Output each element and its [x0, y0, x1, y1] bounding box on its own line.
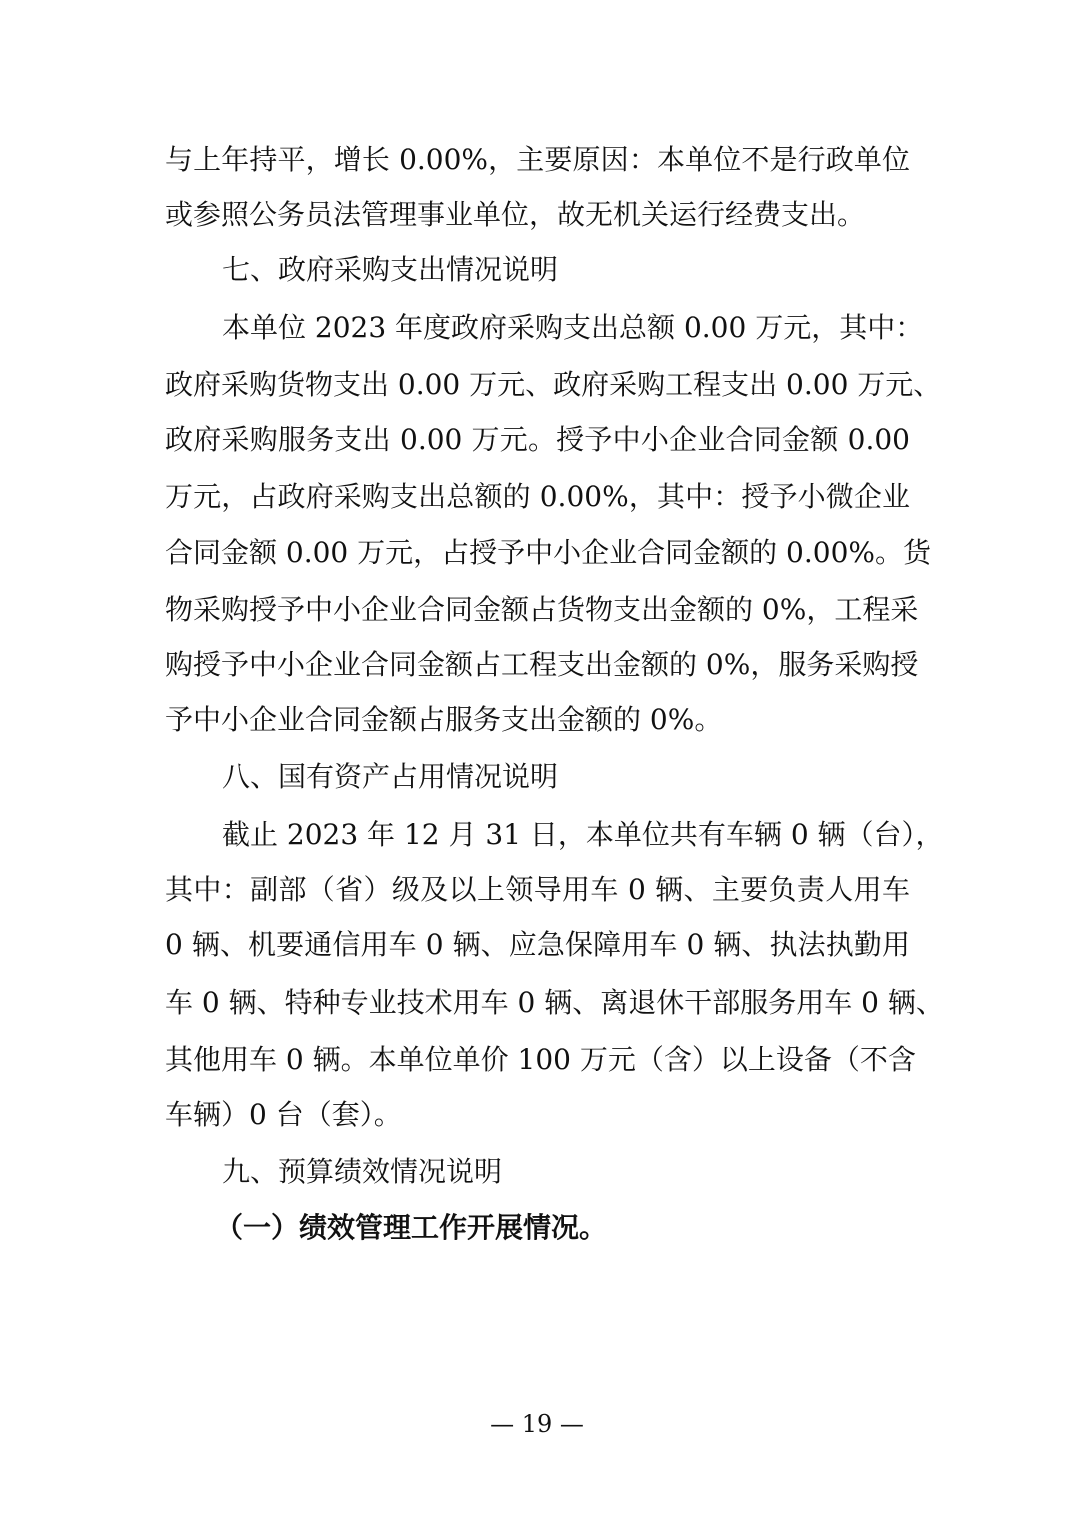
paragraph-line: 万元，占政府采购支出总额的 0.00%，其中：授予小微企业 [165, 480, 910, 513]
paragraph-line: 截止 2023 年 12 月 31 日，本单位共有车辆 0 辆（台）， [222, 818, 944, 851]
paragraph-line: 购授予中小企业合同金额占工程支出金额的 0%，服务采购授 [165, 648, 919, 681]
section-heading: 九、预算绩效情况说明 [222, 1155, 503, 1188]
paragraph-line: 予中小企业合同金额占服务支出金额的 0%。 [165, 703, 723, 736]
paragraph-line: 其他用车 0 辆。本单位单价 100 万元（含）以上设备（不含 [165, 1043, 916, 1076]
paragraph-line: 本单位 2023 年度政府采购支出总额 0.00 万元，其中： [222, 311, 924, 344]
paragraph-line: 合同金额 0.00 万元，占授予中小企业合同金额的 0.00%。货 [165, 536, 931, 569]
section-heading: 七、政府采购支出情况说明 [222, 253, 559, 286]
paragraph-line: 政府采购货物支出 0.00 万元、政府采购工程支出 0.00 万元、 [165, 368, 942, 401]
paragraph-line: 0 辆、机要通信用车 0 辆、应急保障用车 0 辆、执法执勤用 [165, 928, 910, 961]
paragraph-line: 政府采购服务支出 0.00 万元。授予中小企业合同金额 0.00 [165, 423, 910, 456]
section-heading: 八、国有资产占用情况说明 [222, 760, 559, 793]
paragraph-line: 与上年持平，增长 0.00%，主要原因：本单位不是行政单位 [165, 143, 910, 176]
paragraph-line: 物采购授予中小企业合同金额占货物支出金额的 0%，工程采 [165, 593, 919, 626]
paragraph-line: 车辆）0 台（套）。 [165, 1098, 402, 1131]
paragraph-line: 车 0 辆、特种专业技术用车 0 辆、离退休干部服务用车 0 辆、 [165, 986, 944, 1019]
paragraph-line: 其中：副部（省）级及以上领导用车 0 辆、主要负责人用车 [165, 873, 910, 906]
page-number: — 19 — [490, 1410, 584, 1438]
subsection-heading: （一）绩效管理工作开展情况。 [215, 1211, 608, 1244]
paragraph-line: 或参照公务员法管理事业单位，故无机关运行经费支出。 [165, 198, 866, 231]
